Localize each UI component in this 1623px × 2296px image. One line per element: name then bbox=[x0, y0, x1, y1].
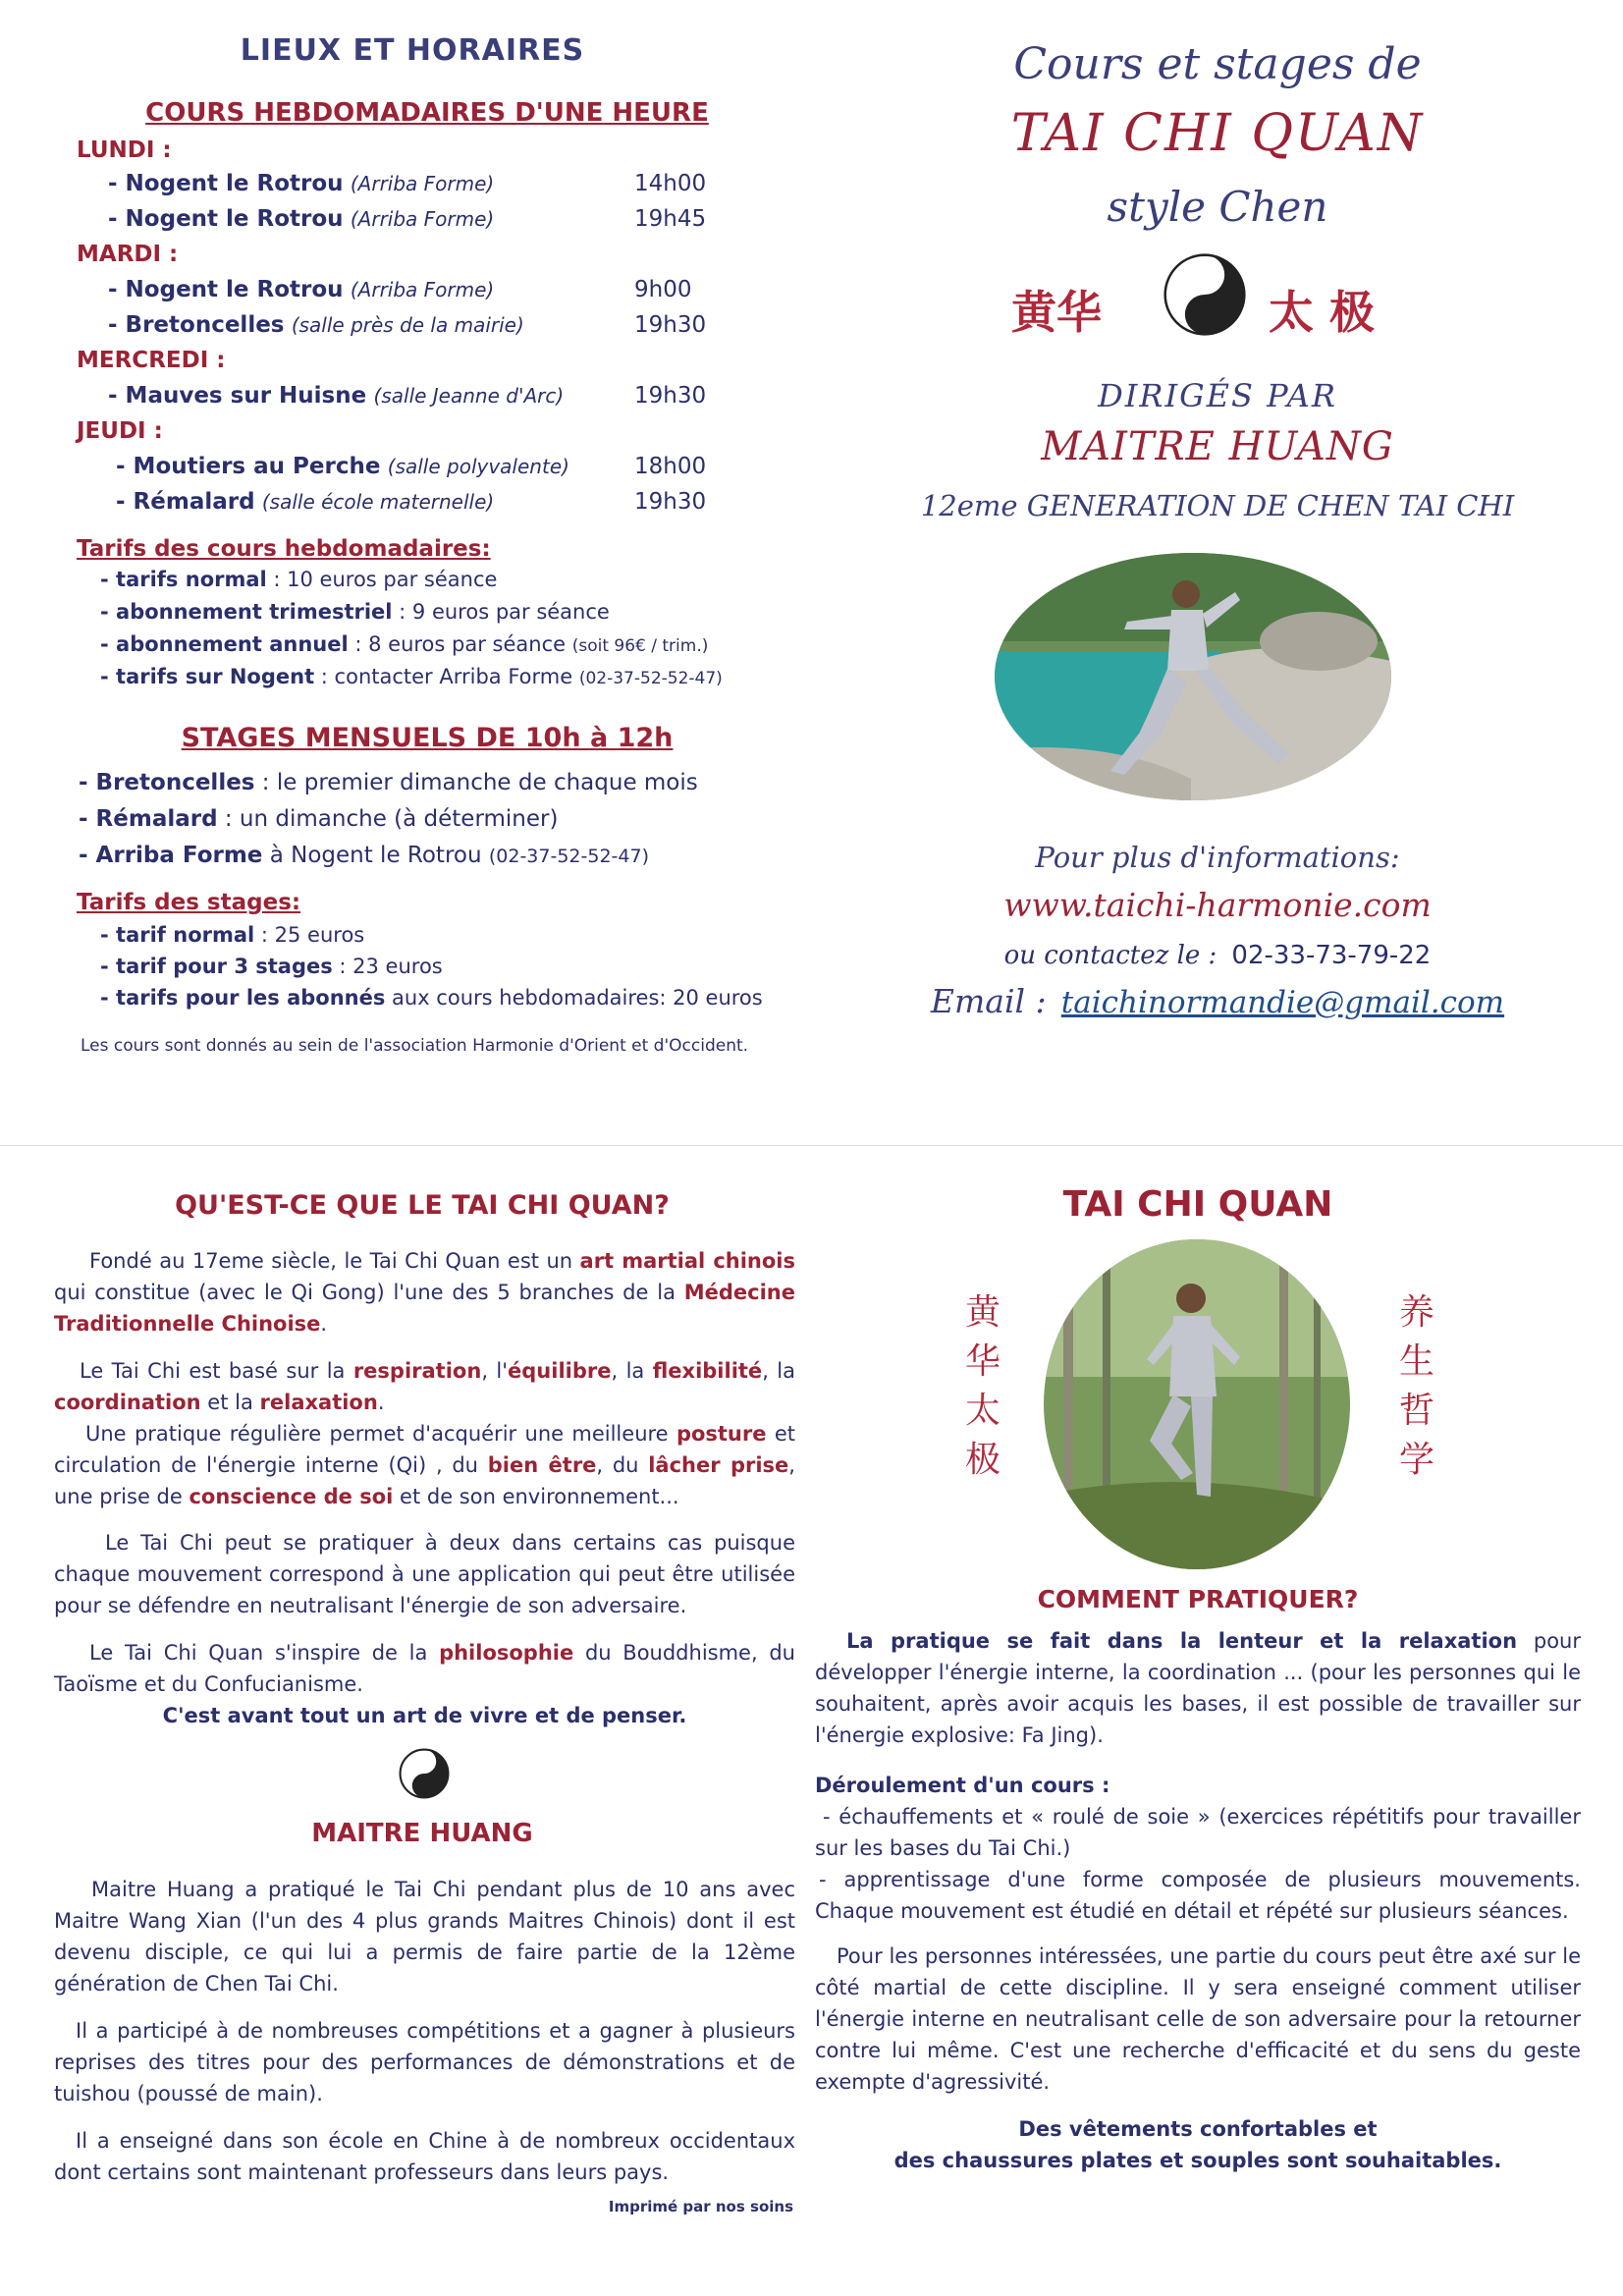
text-run: , une prise de bbox=[54, 1453, 795, 1508]
price-value: : 8 euros par séance bbox=[348, 632, 572, 656]
hanzi-char: 极 bbox=[964, 1440, 1001, 1480]
highlight-run: respiration bbox=[352, 1359, 482, 1383]
highlight-run: lâcher prise bbox=[648, 1453, 789, 1477]
header-hanzi-left: 黄华 bbox=[1011, 286, 1102, 339]
highlight-run: bien être bbox=[487, 1453, 597, 1477]
highlight-run: philosophie bbox=[439, 1641, 574, 1665]
stage-price-key: - tarif pour 3 stages bbox=[100, 955, 333, 978]
schedule-row bbox=[108, 383, 795, 409]
price-line bbox=[100, 632, 708, 656]
text-run: pour développer l'énergie interne, la coordination ... (pour les personnes qui le souhaitent, après avoir acquis les bases, il est possible de travailler sur l'énergie explosive: Fa Jing). bbox=[815, 1629, 1582, 1747]
contact-line bbox=[812, 941, 1623, 970]
info-label: Pour plus d'informations: bbox=[1035, 841, 1400, 874]
schedule-note: (Arriba Forme) bbox=[350, 172, 495, 195]
monthly-value: : le premier dimanche de chaque mois bbox=[254, 770, 698, 795]
text-run: et circulation de l'énergie interne (Qi) , du bbox=[54, 1422, 795, 1477]
weekly-prices-title: Tarifs des cours hebdomadaires: bbox=[77, 536, 491, 562]
phone-number[interactable]: 02-33-73-79-22 bbox=[1231, 941, 1432, 970]
text-run: Fondé au 17eme siècle, le Tai Chi Quan est un bbox=[89, 1249, 580, 1273]
schedule-row bbox=[108, 206, 795, 232]
schedule-note: (Arriba Forme) bbox=[350, 207, 495, 231]
schedule-place: - Rémalard bbox=[116, 489, 255, 515]
what-is-motto: C'est avant tout un art de vivre et de penser. bbox=[162, 1704, 687, 1727]
price-value: : contacter Arriba Forme bbox=[314, 665, 579, 688]
highlight-run: équilibre bbox=[508, 1359, 612, 1383]
hanzi-char: 学 bbox=[1398, 1440, 1434, 1480]
text-run: . bbox=[320, 1312, 328, 1336]
schedule-time: 9h00 bbox=[634, 277, 692, 302]
stage-price-value: aux cours hebdomadaires: 20 euros bbox=[385, 986, 763, 1010]
stage-price-value: : 23 euros bbox=[332, 955, 443, 978]
day-label: MERCREDI : bbox=[77, 348, 226, 373]
price-line bbox=[100, 665, 723, 688]
schedule-time: 18h00 bbox=[634, 454, 707, 479]
monthly-line bbox=[79, 770, 698, 795]
master-photo-river bbox=[995, 553, 1391, 800]
price-value: : 9 euros par séance bbox=[392, 600, 610, 624]
monthly-extra: (02-37-52-52-47) bbox=[488, 846, 649, 867]
hanzi-char: 养 bbox=[1398, 1292, 1434, 1333]
schedule-time: 19h30 bbox=[634, 489, 707, 515]
schedule-row bbox=[108, 277, 795, 302]
website-link[interactable]: www.taichi-harmonie.com bbox=[1003, 886, 1432, 924]
monthly-value: à Nogent le Rotrou bbox=[262, 843, 489, 868]
schedule-place: - Moutiers au Perche bbox=[116, 454, 381, 479]
text-run: et de son environnement... bbox=[393, 1485, 679, 1508]
association-note: Les cours sont donnés au sein de l'association Harmonie d'Orient et d'Occident. bbox=[81, 1036, 749, 1056]
hanzi-char: 华 bbox=[964, 1341, 1001, 1382]
monthly-line bbox=[79, 806, 558, 832]
text-run: qui constitue (avec le Qi Gong) l'une des 5 branches de la bbox=[54, 1281, 684, 1304]
hanzi-column-left bbox=[960, 1288, 1005, 1485]
stage-price-line bbox=[100, 923, 364, 947]
schedule-time: 19h45 bbox=[634, 206, 707, 232]
text-run: , du bbox=[596, 1453, 649, 1477]
price-line bbox=[100, 568, 497, 591]
text-run: La pratique se fait dans la lenteur et la relaxation bbox=[846, 1629, 1518, 1653]
schedule-time: 19h30 bbox=[634, 383, 707, 409]
highlight-run: flexibilité bbox=[652, 1359, 763, 1383]
highlight-run: relaxation bbox=[259, 1391, 378, 1414]
deroulement-item-2: - apprentissage d'une forme composée de plusieurs mouvements. Chaque mouvement est étudié en détail et répété sur plusieurs séances. bbox=[815, 1868, 1581, 1923]
highlight-run: posture bbox=[676, 1422, 767, 1446]
what-is-title: QU'EST-CE QUE LE TAI CHI QUAN? bbox=[175, 1190, 670, 1221]
schedule-note: (Arriba Forme) bbox=[350, 278, 495, 301]
monthly-key: - Arriba Forme bbox=[79, 843, 263, 868]
text-run: , la bbox=[762, 1359, 795, 1383]
schedule-place: - Mauves sur Huisne bbox=[108, 383, 367, 409]
schedule-place: - Nogent le Rotrou bbox=[108, 206, 344, 232]
schedule-title: LIEUX ET HORAIRES bbox=[240, 33, 585, 68]
schedule-time: 14h00 bbox=[634, 171, 707, 196]
schedule-note: (salle Jeanne d'Arc) bbox=[373, 384, 565, 408]
monthly-line bbox=[79, 843, 649, 868]
stage-price-line bbox=[100, 955, 443, 978]
hanzi-column-right bbox=[1394, 1288, 1439, 1485]
text-run: Le Tai Chi est basé sur la bbox=[80, 1359, 353, 1383]
price-line bbox=[100, 600, 610, 624]
text-run: , la bbox=[611, 1359, 653, 1383]
master-photo-bamboo bbox=[1044, 1239, 1350, 1569]
text-run: , l' bbox=[481, 1359, 509, 1383]
schedule-place: - Nogent le Rotrou bbox=[108, 171, 344, 196]
yin-yang-icon bbox=[1163, 253, 1246, 336]
how-p1 bbox=[815, 1625, 1581, 1751]
schedule-place: - Nogent le Rotrou bbox=[108, 277, 344, 302]
master-p2: Il a participé à de nombreuses compétitions et a gagner à plusieurs reprises des titres pour des performances de démonstrations et de tuishou (poussé de main). bbox=[54, 2019, 795, 2105]
how-title: COMMENT PRATIQUER? bbox=[1037, 1585, 1359, 1613]
text-run: du Bouddhisme, du Taoïsme et du Confucianisme. bbox=[54, 1641, 795, 1696]
yin-yang-small-icon bbox=[399, 1748, 450, 1799]
header-title: TAI CHI QUAN bbox=[1010, 104, 1425, 163]
hanzi-char: 哲 bbox=[1398, 1391, 1434, 1431]
schedule-row bbox=[116, 454, 803, 479]
highlight-run: coordination bbox=[54, 1391, 201, 1414]
text-run: Le Tai Chi Quan s'inspire de la bbox=[89, 1641, 440, 1665]
weekly-heading: COURS HEBDOMADAIRES D'UNE HEURE bbox=[145, 98, 709, 128]
monthly-heading: STAGES MENSUELS DE 10h à 12h bbox=[181, 723, 674, 753]
email-label: Email : bbox=[930, 982, 1047, 1020]
header-master: MAITRE HUANG bbox=[1041, 424, 1394, 469]
right-title: TAI CHI QUAN bbox=[1062, 1184, 1333, 1225]
monthly-value: : un dimanche (à déterminer) bbox=[217, 806, 559, 832]
day-label: LUNDI : bbox=[77, 137, 172, 163]
schedule-row bbox=[108, 312, 795, 338]
header-diriges: DIRIGÉS PAR bbox=[1098, 377, 1337, 414]
monthly-key: - Rémalard bbox=[79, 806, 218, 832]
monthly-key: - Bretoncelles bbox=[79, 770, 255, 795]
closing-line-2: des chaussures plates et souples sont souhaitables. bbox=[893, 2149, 1502, 2172]
closing-line-1: Des vêtements confortables et bbox=[1018, 2117, 1378, 2141]
master-p1: Maitre Huang a pratiqué le Tai Chi pendant plus de 10 ans avec Maitre Wang Xian (l'un des 4 plus grands Maitres Chinois) dont il est devenu disciple, ce qui lui a permis de faire partie de la 12ème génération de Chen Tai Chi. bbox=[54, 1878, 795, 1995]
header-line1: Cours et stages de bbox=[1013, 39, 1422, 89]
stage-price-line bbox=[100, 986, 763, 1010]
header-generation: 12eme GENERATION DE CHEN TAI CHI bbox=[920, 489, 1515, 522]
schedule-row bbox=[108, 171, 795, 196]
what-is-p5 bbox=[54, 1637, 795, 1700]
day-label: JEUDI : bbox=[77, 418, 163, 444]
what-is-p2 bbox=[54, 1355, 795, 1418]
printed-note: Imprimé par nos soins bbox=[608, 2198, 793, 2215]
schedule-note: (salle école maternelle) bbox=[261, 490, 495, 514]
schedule-place: - Bretoncelles bbox=[108, 312, 285, 338]
price-extra: (soit 96€ / trim.) bbox=[571, 636, 709, 656]
header-style: style Chen bbox=[1107, 183, 1328, 231]
highlight-run: Médecine Traditionnelle Chinoise bbox=[54, 1281, 795, 1336]
master-p3: Il a enseigné dans son école en Chine à de nombreux occidentaux dont certains sont maintenant professeurs dans leurs pays. bbox=[54, 2129, 795, 2184]
hanzi-char: 生 bbox=[1398, 1341, 1434, 1382]
text-run: et la bbox=[200, 1391, 260, 1414]
hanzi-char: 黄 bbox=[964, 1292, 1001, 1333]
stage-price-value: : 25 euros bbox=[254, 923, 365, 947]
what-is-p3 bbox=[54, 1418, 795, 1512]
stage-prices-title: Tarifs des stages: bbox=[77, 890, 301, 915]
interest-paragraph: Pour les personnes intéressées, une partie du cours peut être axé sur le côté martial de cette discipline. Il y sera enseigné comment utiliser l'énergie interne en neutralisant celle de son adversaire pour la retourner contre lui même. C'est une recherche d'efficacité et du sens du geste exempte d'agressivité. bbox=[815, 1944, 1581, 2094]
schedule-row bbox=[116, 489, 803, 515]
text-run: . bbox=[377, 1391, 385, 1414]
price-value: : 10 euros par séance bbox=[266, 568, 498, 591]
day-label: MARDI : bbox=[77, 242, 179, 267]
text-run: Une pratique régulière permet d'acquérir une meilleure bbox=[85, 1422, 676, 1446]
highlight-run: conscience de soi bbox=[189, 1485, 394, 1508]
price-key: - abonnement trimestriel bbox=[100, 600, 393, 624]
deroulement-item-1: - échauffements et « roulé de soie » (exercices répétitifs pour travailler sur les bases du Tai Chi.) bbox=[815, 1805, 1581, 1860]
price-key: - tarifs normal bbox=[100, 568, 267, 591]
price-extra: (02-37-52-52-47) bbox=[578, 669, 723, 688]
hanzi-char: 太 bbox=[964, 1391, 1001, 1431]
what-is-p4: Le Tai Chi peut se pratiquer à deux dans certains cas puisque chaque mouvement correspond à une application qui peut être utilisée pour se défendre en neutralisant l'énergie de son adversaire. bbox=[54, 1531, 795, 1617]
what-is-p1 bbox=[54, 1245, 795, 1339]
master-title: MAITRE HUANG bbox=[311, 1819, 533, 1848]
fold-divider bbox=[0, 1145, 1623, 1146]
schedule-time: 19h30 bbox=[634, 312, 707, 338]
stage-price-key: - tarifs pour les abonnés bbox=[100, 986, 386, 1010]
header-hanzi-right: 太 极 bbox=[1269, 286, 1376, 339]
deroulement-title: Déroulement d'un cours : bbox=[815, 1774, 1110, 1797]
email-line bbox=[812, 982, 1623, 1020]
schedule-note: (salle près de la mairie) bbox=[291, 313, 524, 337]
email-link[interactable]: taichinormandie@gmail.com bbox=[1060, 985, 1505, 1020]
schedule-note: (salle polyvalente) bbox=[387, 455, 569, 478]
highlight-run: art martial chinois bbox=[579, 1249, 795, 1273]
price-key: - abonnement annuel bbox=[100, 632, 349, 656]
stage-price-key: - tarif normal bbox=[100, 923, 255, 947]
price-key: - tarifs sur Nogent bbox=[100, 665, 315, 688]
contact-label: ou contactez le : bbox=[1003, 941, 1217, 970]
